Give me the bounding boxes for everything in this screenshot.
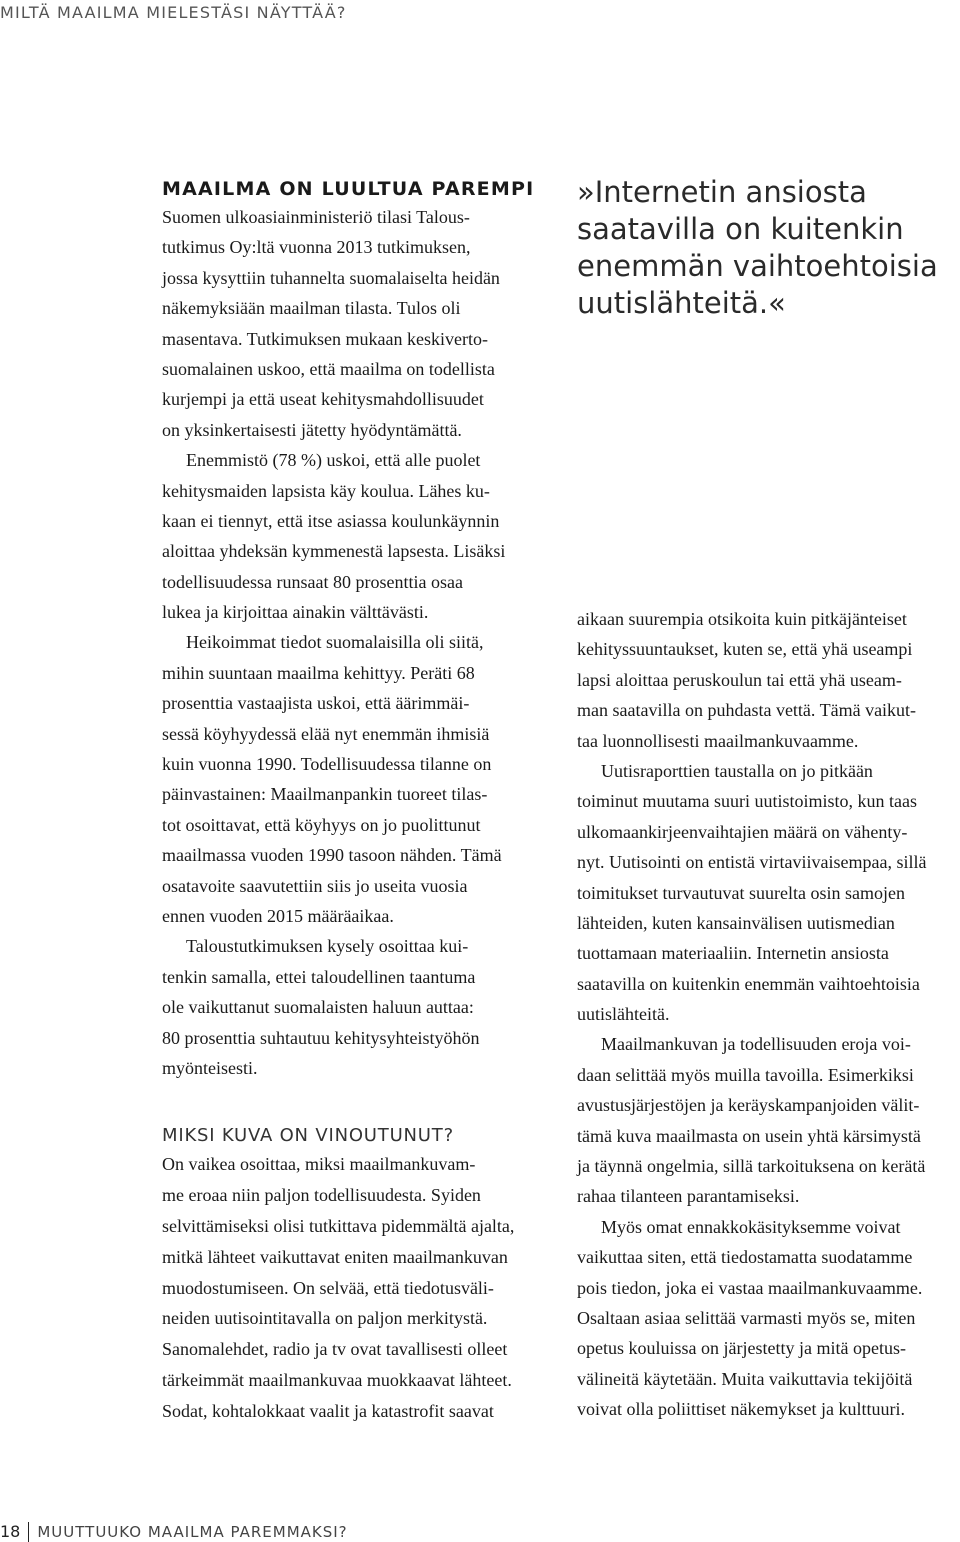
- text-line: Heikoimmat tiedot suomalaisilla oli siitä,: [186, 632, 484, 653]
- text-line: Maailmankuvan ja todellisuuden eroja voi-: [601, 1034, 911, 1055]
- text-line: avustusjärjestöjen ja keräyskampanjoiden välit-: [577, 1095, 920, 1116]
- text-line: me eroaa niin paljon todellisuudesta. Syiden: [162, 1185, 481, 1206]
- text-line: tärkeimmät maailmankuvaa muokkaavat lähteet.: [162, 1369, 512, 1390]
- text-line: kehitysmaiden lapsista käy koulua. Lähes ku-: [162, 480, 490, 501]
- text-line: kaan ei tiennyt, että itse asiassa koulunkäynnin: [162, 510, 500, 531]
- text-line: man saatavilla on puhdasta vettä. Tämä vaikut-: [577, 700, 917, 721]
- quote-line: uutislähteitä.«: [577, 286, 786, 320]
- text-line: toiminut muutama suuri uutistoimisto, kun taas: [577, 791, 917, 812]
- text-line: kehityssuuntaukset, kuten se, että yhä useampi: [577, 639, 913, 660]
- text-line: kuin vuonna 1990. Todellisuudessa tilanne on: [162, 754, 492, 775]
- right-column: [577, 604, 960, 1425]
- text-line: mihin suuntaan maailma kehittyy. Peräti 68: [162, 662, 475, 683]
- left-column: [162, 176, 562, 1427]
- text-line: uutislähteitä.: [577, 1004, 670, 1025]
- text-line: nyt. Uutisointi on entistä virtaviivaisempaa, sillä: [577, 852, 927, 873]
- page-footer: [0, 1522, 348, 1542]
- text-line: lukea ja kirjoittaa ainakin välttävästi.: [162, 602, 429, 623]
- text-line: neiden uutisointitavalla on paljon merkitystä.: [162, 1308, 488, 1329]
- text-line: Uutisraporttien taustalla on jo pitkään: [601, 760, 873, 781]
- text-line: välineitä käytetään. Muita vaikuttavia tekijöitä: [577, 1368, 913, 1389]
- text-line: tot osoittavat, että köyhyys on jo puolittunut: [162, 814, 481, 835]
- running-head: MILTÄ MAAILMA MIELESTÄSI NÄYTTÄÄ?: [0, 3, 347, 22]
- text-line: jossa kysyttiin tuhannelta suomalaiselta heidän: [162, 267, 500, 288]
- text-line: saatavilla on kuitenkin enemmän vaihtoehtoisia: [577, 973, 920, 994]
- text-line: toimitukset turvautuvat suurelta osin samojen: [577, 882, 905, 903]
- paragraph: [577, 756, 960, 1030]
- text-line: aikaan suurempia otsikoita kuin pitkäjänteiset: [577, 609, 907, 629]
- text-line: Enemmistö (78 %) uskoi, että alle puolet: [186, 450, 481, 471]
- text-line: muodostumiseen. On selvää, että tiedotusväli-: [162, 1277, 494, 1298]
- text-line: myönteisesti.: [162, 1057, 258, 1078]
- text-line: vaikuttaa siten, että tiedostamatta suodatamme: [577, 1247, 913, 1268]
- text-line: tutkimus Oy:ltä vuonna 2013 tutkimuksen,: [162, 237, 471, 258]
- text-line: Sanomalehdet, radio ja tv ovat tavallisesti olleet: [162, 1339, 508, 1360]
- paragraph: [162, 445, 562, 627]
- text-line: on yksinkertaisesti jätetty hyödyntämättä.: [162, 419, 462, 440]
- text-line: kurjempi ja että useat kehitysmahdollisuudet: [162, 389, 484, 410]
- text-line: prosenttia vastaajista uskoi, että äärimmäi-: [162, 693, 470, 714]
- text-line: sessä köyhyydessä elää nyt enemmän ihmisiä: [162, 723, 490, 744]
- text-line: pois tiedon, joka ei vastaa maailmankuvaamme.: [577, 1277, 923, 1298]
- text-line: Taloustutkimuksen kysely osoittaa kui-: [186, 936, 469, 957]
- text-line: mitkä lähteet vaikuttavat eniten maailmankuvan: [162, 1246, 508, 1267]
- text-line: 80 prosenttia suhtautuu kehitysyhteistyöhön: [162, 1027, 480, 1048]
- text-line: Myös omat ennakkokäsityksemme voivat: [601, 1216, 901, 1237]
- text-line: näkemyksiään maailman tilasta. Tulos oli: [162, 298, 461, 319]
- text-line: On vaikea osoittaa, miksi maailmankuvam-: [162, 1154, 476, 1175]
- text-line: osatavoite saavutettiin siis jo useita vuosia: [162, 875, 468, 896]
- text-line: Sodat, kohtalokkaat vaalit ja katastrofit saavat: [162, 1400, 494, 1421]
- text-line: lapsi aloittaa peruskoulun tai että yhä useam-: [577, 669, 902, 690]
- text-line: voivat olla poliittiset näkemykset ja kulttuuri.: [577, 1399, 905, 1420]
- text-line: ulkomaankirjeenvaihtajien määrä on vähenty-: [577, 821, 908, 842]
- footer-divider: [28, 1522, 29, 1542]
- text-line: ja täynnä ongelmia, sillä tarkoituksena on kerätä: [577, 1156, 926, 1177]
- text-line: maailmassa vuoden 1990 tasoon nähden. Tämä: [162, 845, 502, 866]
- paragraph: [577, 1029, 960, 1211]
- publication-title: MUUTTUUKO MAAILMA PAREMMAKSI?: [37, 1523, 348, 1541]
- text-line: tenkin samalla, ettei taloudellinen taantuma: [162, 966, 476, 987]
- pull-quote: [577, 174, 960, 322]
- text-line: taa luonnollisesti maailmankuvaamme.: [577, 730, 859, 751]
- text-line: daan selittää myös muilla tavoilla. Esimerkiksi: [577, 1064, 914, 1085]
- paragraph: [162, 202, 562, 445]
- text-line: opetus kouluissa on järjestetty ja mitä opetus-: [577, 1338, 906, 1359]
- text-line: todellisuudessa runsaat 80 prosenttia osaa: [162, 571, 463, 592]
- text-line: Suomen ulkoasiainministeriö tilasi Talous-: [162, 207, 470, 227]
- text-line: selvittämiseksi olisi tutkittava pidemmältä ajalta,: [162, 1215, 515, 1236]
- paragraph: [162, 627, 562, 931]
- text-line: aloittaa yhdeksän kymmenestä lapsesta. Lisäksi: [162, 541, 506, 562]
- text-line: tämä kuva maailmasta on usein yhtä kärsimystä: [577, 1125, 921, 1146]
- paragraph: [577, 604, 960, 756]
- quote-line: saatavilla on kuitenkin: [577, 212, 904, 246]
- quote-line: »Internetin ansiosta: [577, 175, 867, 209]
- section-heading: MAAILMA ON LUULTUA PAREMPI: [162, 178, 535, 200]
- text-line: tuottamaan materiaaliin. Internetin ansiosta: [577, 943, 889, 964]
- text-line: lähteiden, kuten kansainvälisen uutismedian: [577, 912, 895, 933]
- text-line: ole vaikuttanut suomalaisten haluun auttaa:: [162, 997, 474, 1018]
- text-line: rahaa tilanteen parantamiseksi.: [577, 1186, 800, 1207]
- page-number: 18: [0, 1522, 21, 1541]
- text-line: masentava. Tutkimuksen mukaan keskiverto-: [162, 328, 488, 349]
- text-line: päinvastainen: Maailmanpankin tuoreet tilas-: [162, 784, 488, 805]
- paragraph: [577, 1212, 960, 1425]
- text-line: Osaltaan asiaa selittää varmasti myös se, miten: [577, 1307, 916, 1328]
- text-line: ennen vuoden 2015 määräaikaa.: [162, 905, 394, 926]
- paragraph: [162, 1149, 562, 1426]
- subheading: MIKSI KUVA ON VINOUTUNUT?: [162, 1125, 454, 1147]
- paragraph: [162, 931, 562, 1083]
- quote-line: enemmän vaihtoehtoisia: [577, 249, 938, 283]
- text-line: suomalainen uskoo, että maailma on todellista: [162, 358, 495, 379]
